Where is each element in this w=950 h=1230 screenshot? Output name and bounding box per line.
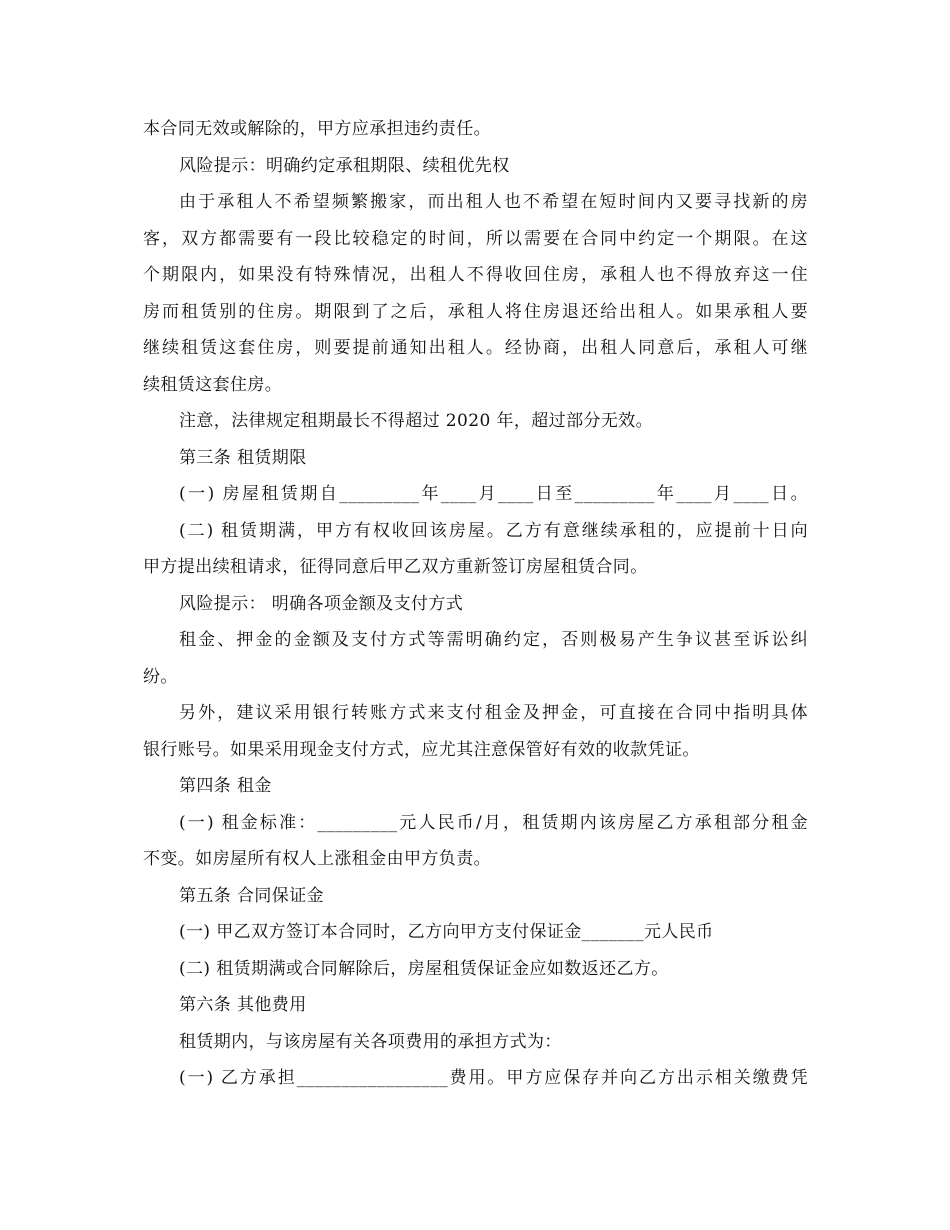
text-line: (二) 租赁期满或合同解除后，房屋租赁保证金应如数返还乙方。 <box>179 958 669 979</box>
text-line: 继续租赁这套住房，则要提前通知出租人。经协商，出租人同意后，承租人可继 <box>143 338 808 358</box>
text-line: 第三条 租赁期限 <box>179 447 307 468</box>
text-line: 客，双方都需要有一段比较稳定的时间，所以需要在合同中约定一个期限。在这 <box>143 228 808 249</box>
document-body <box>143 111 808 1097</box>
text-line: 第五条 合同保证金 <box>179 885 325 906</box>
text-line: 本合同无效或解除的，甲方应承担违约责任。 <box>143 119 491 139</box>
text-line: (一) 乙方承担_________________费用。甲方应保存并向乙方出示相关缴费凭 <box>179 1068 808 1088</box>
text-line: 由于承租人不希望频繁搬家，而出租人也不希望在短时间内又要寻找新的房 <box>179 192 808 212</box>
text-line: 风险提示：明确约定承租期限、续租优先权 <box>179 155 510 176</box>
text-line: 不变。如房屋所有权人上涨租金由甲方负责。 <box>143 849 491 869</box>
text-line: 个期限内，如果没有特殊情况，出租人不得收回住房，承租人也不得放弃这一住 <box>143 265 808 285</box>
text-line: (一) 租金标准：_________元人民币/月，租赁期内该房屋乙方承租部分租金 <box>179 812 808 833</box>
text-line: (二) 租赁期满，甲方有权收回该房屋。乙方有意继续承租的，应提前十日向 <box>179 520 808 541</box>
text-line: 第六条 其他费用 <box>179 995 307 1015</box>
text-line: 房而租赁别的住房。期限到了之后，承租人将住房退还给出租人。如果承租人要 <box>143 301 808 322</box>
text-line: (一) 甲乙双方签订本合同时，乙方向甲方支付保证金_______元人民币 <box>179 922 714 942</box>
text-line: 甲方提出续租请求，征得同意后甲乙双方重新签订房屋租赁合同。 <box>143 557 648 577</box>
text-line: 租金、押金的金额及支付方式等需明确约定，否则极易产生争议甚至诉讼纠 <box>179 630 808 650</box>
text-line: 注意，法律规定租期最长不得超过 2020 年，超过部分无效。 <box>179 411 654 431</box>
text-line: 租赁期内，与该房屋有关各项费用的承担方式为： <box>179 1031 562 1052</box>
text-line: 续租赁这套住房。 <box>143 374 283 395</box>
text-line: 风险提示： 明确各项金额及支付方式 <box>179 593 464 614</box>
text-line: (一) 房屋租赁期自_________年____月____日至_________年____月____日。 <box>179 484 808 504</box>
text-line: 纷。 <box>143 666 178 687</box>
text-line: 银行账号。如果采用现金支付方式，应尤其注意保管好有效的收款凭证。 <box>143 739 700 760</box>
text-line: 第四条 租金 <box>179 776 272 796</box>
text-line: 另外，建议采用银行转账方式来支付租金及押金，可直接在合同中指明具体 <box>179 703 808 723</box>
